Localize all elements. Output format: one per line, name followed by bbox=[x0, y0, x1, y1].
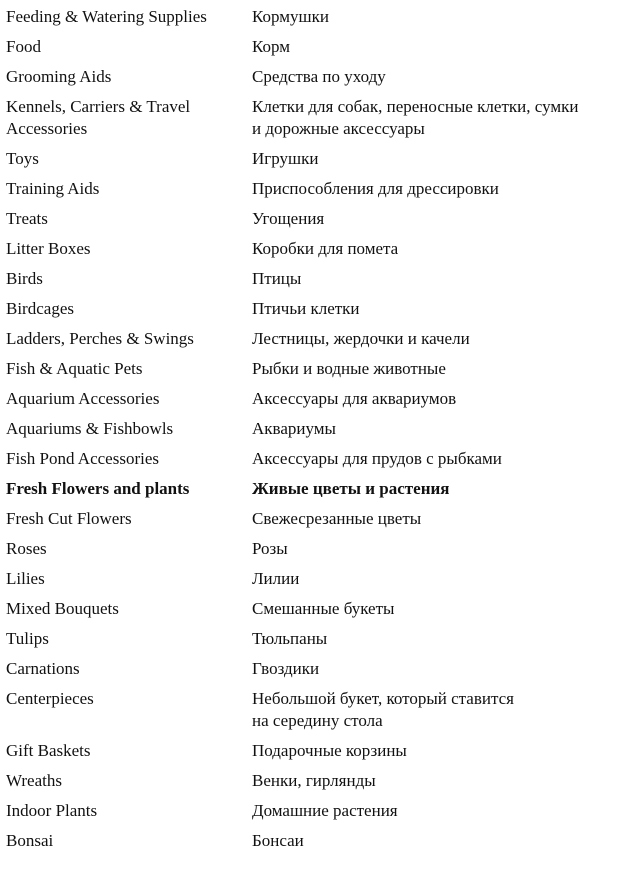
term-english: Bonsai bbox=[6, 831, 54, 850]
glossary-row bbox=[0, 770, 618, 800]
term-russian: Тюльпаны bbox=[252, 629, 328, 648]
term-english: Tulips bbox=[6, 629, 49, 648]
term-russian: Подарочные корзины bbox=[252, 741, 407, 760]
glossary-row bbox=[0, 358, 618, 388]
term-russian: Венки, гирлянды bbox=[252, 771, 376, 790]
term-russian: Коробки для помета bbox=[252, 239, 399, 258]
glossary-row bbox=[0, 148, 618, 178]
term-english: Food bbox=[6, 37, 41, 56]
term-english: Toys bbox=[6, 149, 39, 168]
glossary-row bbox=[0, 830, 618, 860]
term-english: Lilies bbox=[6, 569, 45, 588]
glossary-row bbox=[0, 418, 618, 448]
term-english: Roses bbox=[6, 539, 47, 558]
section-heading-russian: Живые цветы и растения bbox=[252, 479, 450, 498]
glossary-row bbox=[0, 328, 618, 358]
term-russian: Игрушки bbox=[252, 149, 319, 168]
term-russian: Кормушки bbox=[252, 7, 329, 26]
term-english: Indoor Plants bbox=[6, 801, 98, 820]
term-russian: Рыбки и водные животные bbox=[252, 359, 446, 378]
term-russian: Розы bbox=[252, 539, 288, 558]
glossary-row bbox=[0, 508, 618, 538]
term-russian: Домашние растения bbox=[252, 801, 398, 820]
glossary-row bbox=[0, 298, 618, 328]
term-english: Training Aids bbox=[6, 179, 100, 198]
term-russian: Смешанные букеты bbox=[252, 599, 395, 618]
glossary-row bbox=[0, 268, 618, 298]
term-russian: Гвоздики bbox=[252, 659, 320, 678]
term-russian: Средства по уходу bbox=[252, 67, 386, 86]
term-english: Treats bbox=[6, 209, 48, 228]
term-english: Gift Baskets bbox=[6, 741, 91, 760]
term-english: Litter Boxes bbox=[6, 239, 91, 258]
term-russian: Лестницы, жердочки и качели bbox=[252, 329, 470, 348]
glossary-row bbox=[0, 208, 618, 238]
term-russian: Птичьи клетки bbox=[252, 299, 360, 318]
term-russian: Аксессуары для прудов с рыбками bbox=[252, 449, 502, 468]
term-english: Aquariums & Fishbowls bbox=[6, 419, 174, 438]
term-russian: Свежесрезанные цветы bbox=[252, 509, 422, 528]
term-english: Grooming Aids bbox=[6, 67, 112, 86]
glossary-row bbox=[0, 568, 618, 598]
term-english: Birds bbox=[6, 269, 43, 288]
term-russian: Приспособления для дрессировки bbox=[252, 179, 499, 198]
glossary-row bbox=[0, 96, 618, 148]
glossary-row bbox=[0, 658, 618, 688]
glossary-row bbox=[0, 238, 618, 268]
term-russian: Лилии bbox=[252, 569, 300, 588]
glossary-row bbox=[0, 628, 618, 658]
term-english: Kennels, Carriers & Travel Accessories bbox=[6, 97, 191, 138]
glossary-row bbox=[0, 36, 618, 66]
glossary-row bbox=[0, 66, 618, 96]
term-english: Ladders, Perches & Swings bbox=[6, 329, 194, 348]
term-russian: Аксессуары для аквариумов bbox=[252, 389, 457, 408]
glossary-row bbox=[0, 448, 618, 478]
term-english: Carnations bbox=[6, 659, 80, 678]
term-russian: Бонсаи bbox=[252, 831, 304, 850]
term-russian: Клетки для собак, переносные клетки, сумки и дорожные аксессуары bbox=[252, 97, 579, 138]
term-english: Mixed Bouquets bbox=[6, 599, 119, 618]
term-russian: Угощения bbox=[252, 209, 325, 228]
section-heading-english: Fresh Flowers and plants bbox=[6, 479, 190, 498]
glossary-row bbox=[0, 6, 618, 36]
term-english: Feeding & Watering Supplies bbox=[6, 7, 207, 26]
term-russian: Аквариумы bbox=[252, 419, 336, 438]
term-english: Fresh Cut Flowers bbox=[6, 509, 132, 528]
term-english: Aquarium Accessories bbox=[6, 389, 160, 408]
section-heading-row bbox=[0, 478, 618, 508]
term-english: Fish & Aquatic Pets bbox=[6, 359, 143, 378]
glossary-row bbox=[0, 178, 618, 208]
glossary-row bbox=[0, 598, 618, 628]
glossary-row bbox=[0, 388, 618, 418]
term-english: Birdcages bbox=[6, 299, 74, 318]
term-english: Fish Pond Accessories bbox=[6, 449, 159, 468]
term-russian: Небольшой букет, который ставится на середину стола bbox=[252, 689, 514, 730]
glossary-row bbox=[0, 538, 618, 568]
term-russian: Корм bbox=[252, 37, 290, 56]
term-russian: Птицы bbox=[252, 269, 302, 288]
term-english: Wreaths bbox=[6, 771, 62, 790]
term-english: Centerpieces bbox=[6, 689, 94, 708]
glossary-row bbox=[0, 800, 618, 830]
glossary-row bbox=[0, 740, 618, 770]
glossary-row bbox=[0, 688, 618, 740]
